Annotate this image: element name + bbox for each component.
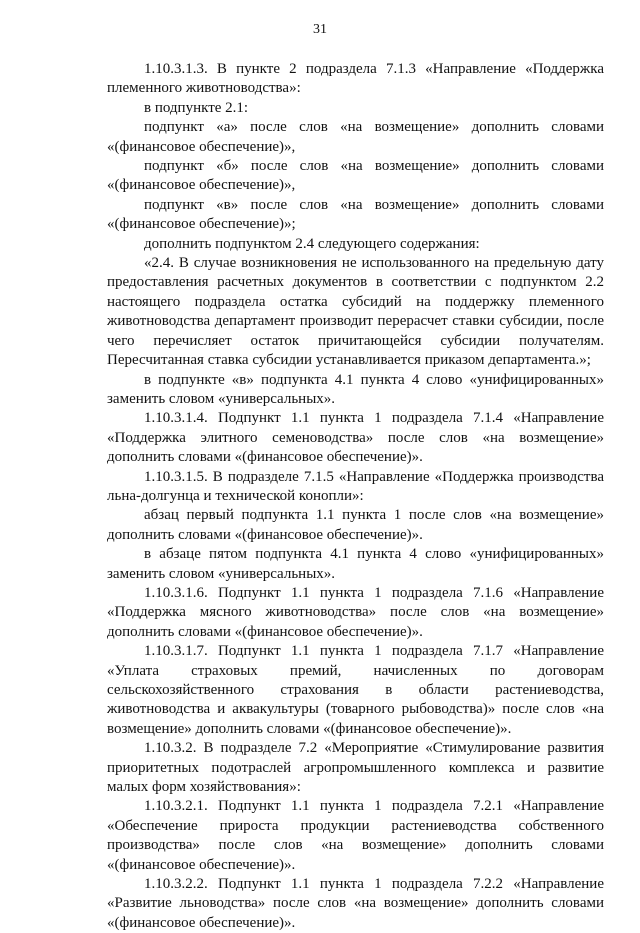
paragraph-add-subpoint-2-4: дополнить подпунктом 2.4 следующего содержания: (144, 235, 480, 252)
paragraph-fifth-abzats: в абзаце пятом подпункта 4.1 пункта 4 слово «унифицированных» заменить словом «универсальных». (107, 546, 604, 582)
paragraph-1-10-3-1-5: 1.10.3.1.5. В подразделе 7.1.5 «Направление «Поддержка производства льна-долгунца и технической конопли»: (107, 468, 604, 504)
paragraph-1-10-3-1-4: 1.10.3.1.4. Подпункт 1.1 пункта 1 подраздела 7.1.4 «Направление «Поддержка элитного семеноводства» после слов «на возмещение» дополнить словами «(финансовое обеспечение)». (107, 410, 604, 466)
paragraph-first-abzats: абзац первый подпункта 1.1 пункта 1 после слов «на возмещение» дополнить словами «(финансовое обеспечение)». (107, 507, 604, 543)
page-number: 31 (313, 22, 327, 37)
paragraph-subpoint-4-1: в подпункте «в» подпункта 4.1 пункта 4 слово «унифицированных» заменить словом «универсальных». (107, 371, 604, 407)
paragraph-1-10-3-1-7: 1.10.3.1.7. Подпункт 1.1 пункта 1 подраздела 7.1.7 «Направление «Уплата страховых премий, начисленных по договорам сельскохозяйственного страхования в области растениеводства, животноводства и аквакультуры (товарного рыбоводства)» после слов «на возмещение» дополнить словами «(финансовое обеспечение)». (107, 643, 604, 737)
paragraph-subpoint-a: подпункт «а» после слов «на возмещение» дополнить словами «(финансовое обеспечение)», (107, 119, 604, 155)
paragraph-1-10-3-1-6: 1.10.3.1.6. Подпункт 1.1 пункта 1 подраздела 7.1.6 «Направление «Поддержка мясного животноводства» после слов «на возмещение» дополнить словами «(финансовое обеспечение)». (107, 584, 604, 640)
paragraph-1-10-3-2-1: 1.10.3.2.1. Подпункт 1.1 пункта 1 подраздела 7.2.1 «Направление «Обеспечение прироста продукции растениеводства собственного производства» после слов «на возмещение» дополнить словами «(финансовое обеспечение)». (107, 798, 604, 873)
document-body (107, 60, 604, 933)
paragraph-1-10-3-1-3: 1.10.3.1.3. В пункте 2 подраздела 7.1.3 «Направление «Поддержка племенного животноводства»: (107, 61, 604, 97)
paragraph-subpoint-2-1: в подпункте 2.1: (144, 99, 249, 116)
paragraph-subpoint-v: подпункт «в» после слов «на возмещение» дополнить словами «(финансовое обеспечение)»; (107, 196, 604, 233)
paragraph-subpoint-b: подпункт «б» после слов «на возмещение» дополнить словами «(финансовое обеспечение)», (107, 158, 604, 194)
paragraph-1-10-3-2: 1.10.3.2. В подразделе 7.2 «Мероприятие «Стимулирование развития приоритетных подотраслей агропромышленного комплекса и развитие малых форм хозяйствования»: (107, 740, 604, 796)
paragraph-1-10-3-2-2: 1.10.3.2.2. Подпункт 1.1 пункта 1 подраздела 7.2.2 «Направление «Развитие льноводства» после слов «на возмещение» дополнить словами «(финансовое обеспечение)». (107, 876, 604, 931)
paragraph-subpoint-2-4-text: «2.4. В случае возникновения не использованного на предельную дату предоставления расчетных документов в соответствии с подпунктом 2.2 настоящего подраздела остатка субсидий на поддержку племенного животноводства департамент производит перерасчет ставки субсидии, после чего перечисляет остаток причитающейся субсидии получателям. Пересчитанная ставка субсидии устанавливается приказом департамента.»; (107, 255, 604, 369)
